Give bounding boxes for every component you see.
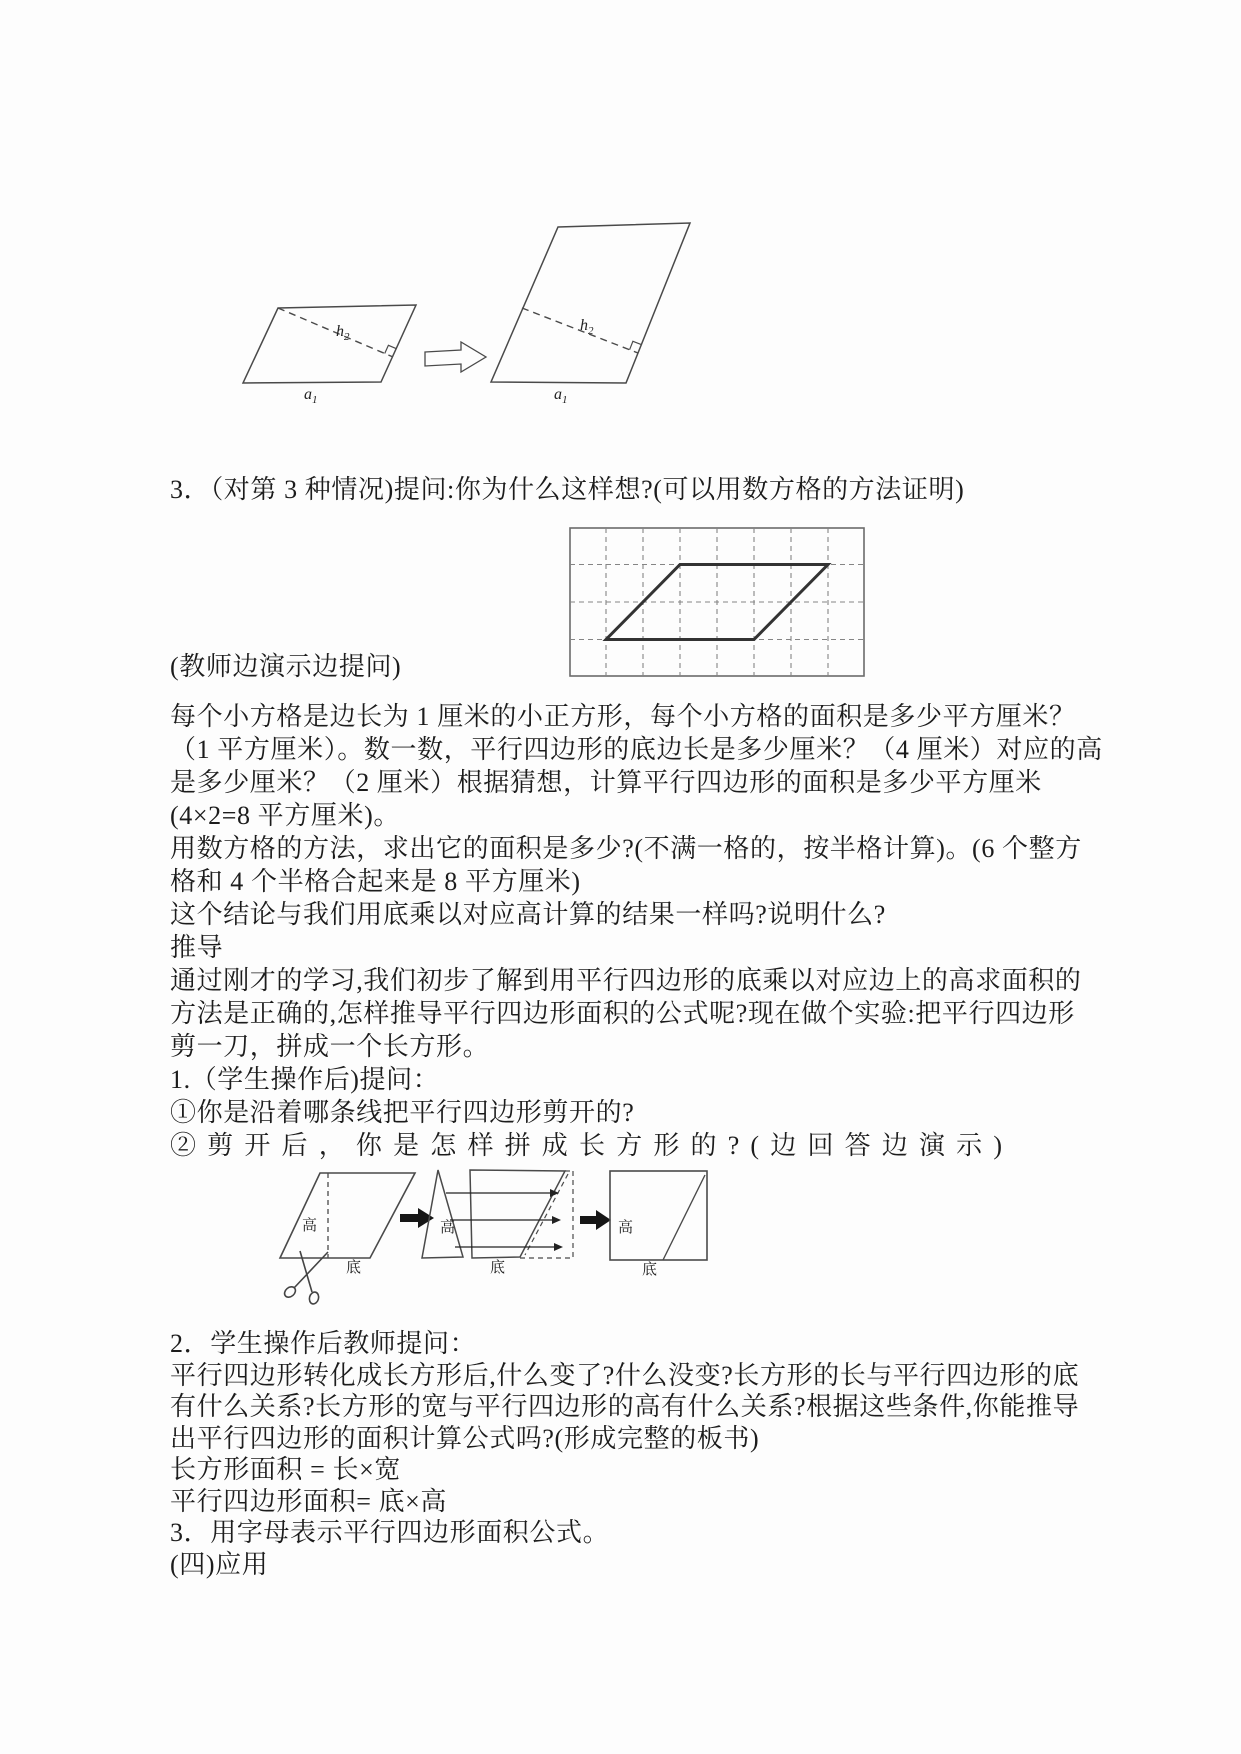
scissors-icon — [283, 1251, 328, 1305]
remaining-piece — [470, 1170, 565, 1258]
base-label: $a_1$ — [554, 386, 568, 405]
grid-parallelogram-figure — [569, 527, 865, 677]
text-line: 推导 — [170, 933, 224, 962]
section-4-heading: (四)应用 — [170, 1549, 269, 1579]
height-label: 高 — [302, 1218, 318, 1234]
text-line: 2．学生操作后教师提问： — [170, 1329, 477, 1358]
text-line: 有什么关系?长方形的宽与平行四边形的高有什么关系?根据这些条件,你能推导 — [170, 1392, 1080, 1421]
dashed-target-outline — [520, 1171, 573, 1258]
text-line: 方法是正确的,怎样推导平行四边形面积的公式呢?现在做个实验:把平行四边形 — [170, 999, 1075, 1028]
small-parallelogram — [243, 305, 416, 383]
base-label: $a_1$ — [304, 386, 318, 405]
parallelogram-before-cut — [280, 1173, 415, 1258]
text-line: 每个小方格是边长为 1 厘米的小正方形，每个小方格的面积是多少平方厘米？ — [170, 702, 1076, 731]
paragraph-block-2 — [170, 1328, 1100, 1580]
text-line: 格和 4 个半格合起来是 8 平方厘米) — [170, 867, 581, 896]
rectangle-area-formula: 长方形面积 = 长×宽 — [170, 1455, 401, 1484]
transform-arrow-icon — [425, 342, 486, 372]
text-line: 出平行四边形的面积计算公式吗?(形成完整的板书) — [170, 1423, 760, 1453]
cut-triangle-piece — [422, 1170, 463, 1258]
parallelogram-area-formula: 平行四边形面积= 底×高 — [170, 1486, 448, 1516]
text-line: 用数方格的方法，求出它的面积是多少?(不满一格的，按半格计算)。(6 个整方 — [170, 834, 1082, 863]
text-line: ②剪开后，你是怎样拼成长方形的?(边回答边演示) — [170, 1131, 1014, 1160]
moved-triangle-edge — [663, 1175, 705, 1260]
text-line: 3．用字母表示平行四边形面积公式。 — [170, 1518, 610, 1547]
paragraph-block-1 — [170, 700, 1103, 1162]
large-parallelogram — [491, 223, 690, 383]
grid-dashed-lines — [570, 528, 864, 676]
result-rectangle — [610, 1171, 707, 1260]
move-arrows — [446, 1189, 563, 1251]
text-line: （1 平方厘米）。数一数，平行四边形的底边长是多少厘米？（4 厘米）对应的高 — [170, 735, 1103, 764]
question-3-line: 3．（对第 3 种情况)提问:你为什么这样想?(可以用数方格的方法证明) — [170, 475, 965, 504]
text-line: ①你是沿着哪条线把平行四边形剪开的? — [170, 1098, 635, 1127]
height-label: 高 — [618, 1220, 634, 1236]
text-line: (4×2=8 平方厘米)。 — [170, 801, 400, 830]
text-line: 平行四边形转化成长方形后,什么变了?什么没变?长方形的长与平行四边形的底 — [170, 1360, 1080, 1390]
text-line: 通过刚才的学习,我们初步了解到用平行四边形的底乘以对应边上的高求面积的 — [170, 966, 1082, 995]
cut-parallelogram-figure — [250, 1168, 730, 1313]
height-label: 高 — [440, 1220, 456, 1236]
text-line: 1.（学生操作后)提问： — [170, 1065, 440, 1094]
text-line: 剪一刀，拼成一个长方形。 — [170, 1032, 490, 1061]
text-line: 这个结论与我们用底乘以对应高计算的结果一样吗?说明什么? — [170, 900, 886, 929]
height-label: $h_2$ — [580, 317, 594, 337]
teacher-demo-line: (教师边演示边提问) — [170, 652, 402, 681]
base-label: 底 — [346, 1260, 362, 1276]
base-label: 底 — [642, 1262, 658, 1278]
step-arrow-icon — [580, 1210, 611, 1230]
height-label: $h_2$ — [336, 323, 350, 343]
parallelogram-comparison-figure — [228, 195, 698, 405]
text-line: 是多少厘米？（2 厘米）根据猜想，计算平行四边形的面积是多少平方厘米 — [170, 768, 1042, 797]
base-label: 底 — [490, 1260, 506, 1276]
